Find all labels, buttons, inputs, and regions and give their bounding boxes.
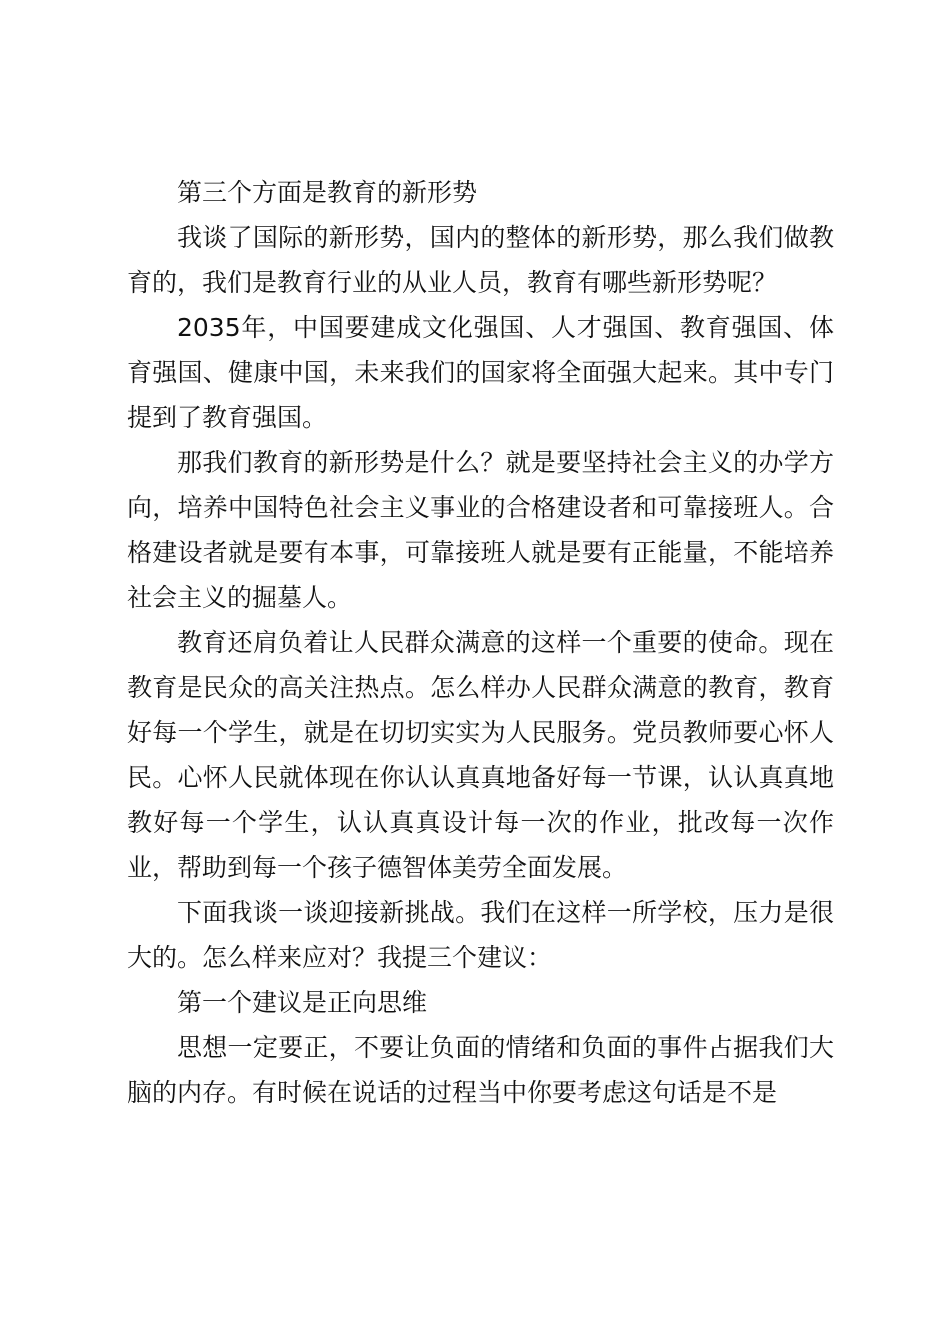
document-body (127, 170, 834, 1115)
paragraph: 2035年，中国要建成文化强国、人才强国、教育强国、体育强国、健康中国，未来我们的国家将全面强大起来。其中专门提到了教育强国。 (127, 313, 834, 432)
paragraph: 教育还肩负着让人民群众满意的这样一个重要的使命。现在教育是民众的高关注热点。怎么样办人民群众满意的教育，教育好每一个学生，就是在切切实实为人民服务。党员教师要心怀人民。心怀人民就体现在你认认真真地备好每一节课，认认真真地教好每一个学生，认认真真设计每一次的作业，批改每一次作业，帮助到每一个孩子德智体美劳全面发展。 (127, 628, 834, 882)
section-heading-first-suggestion: 第一个建议是正向思维 (177, 988, 428, 1017)
paragraph: 那我们教育的新形势是什么？就是要坚持社会主义的办学方向，培养中国特色社会主义事业的合格建设者和可靠接班人。合格建设者就是要有本事，可靠接班人就是要有正能量，不能培养社会主义的掘墓人。 (127, 448, 834, 612)
paragraph: 我谈了国际的新形势，国内的整体的新形势，那么我们做教育的，我们是教育行业的从业人员，教育有哪些新形势呢？ (127, 223, 834, 297)
paragraph: 下面我谈一谈迎接新挑战。我们在这样一所学校，压力是很大的。怎么样来应对？我提三个建议： (127, 898, 834, 972)
paragraph: 思想一定要正，不要让负面的情绪和负面的事件占据我们大脑的内存。有时候在说话的过程当中你要考虑这句话是不是 (127, 1033, 834, 1107)
section-heading-education: 第三个方面是教育的新形势 (177, 178, 478, 207)
